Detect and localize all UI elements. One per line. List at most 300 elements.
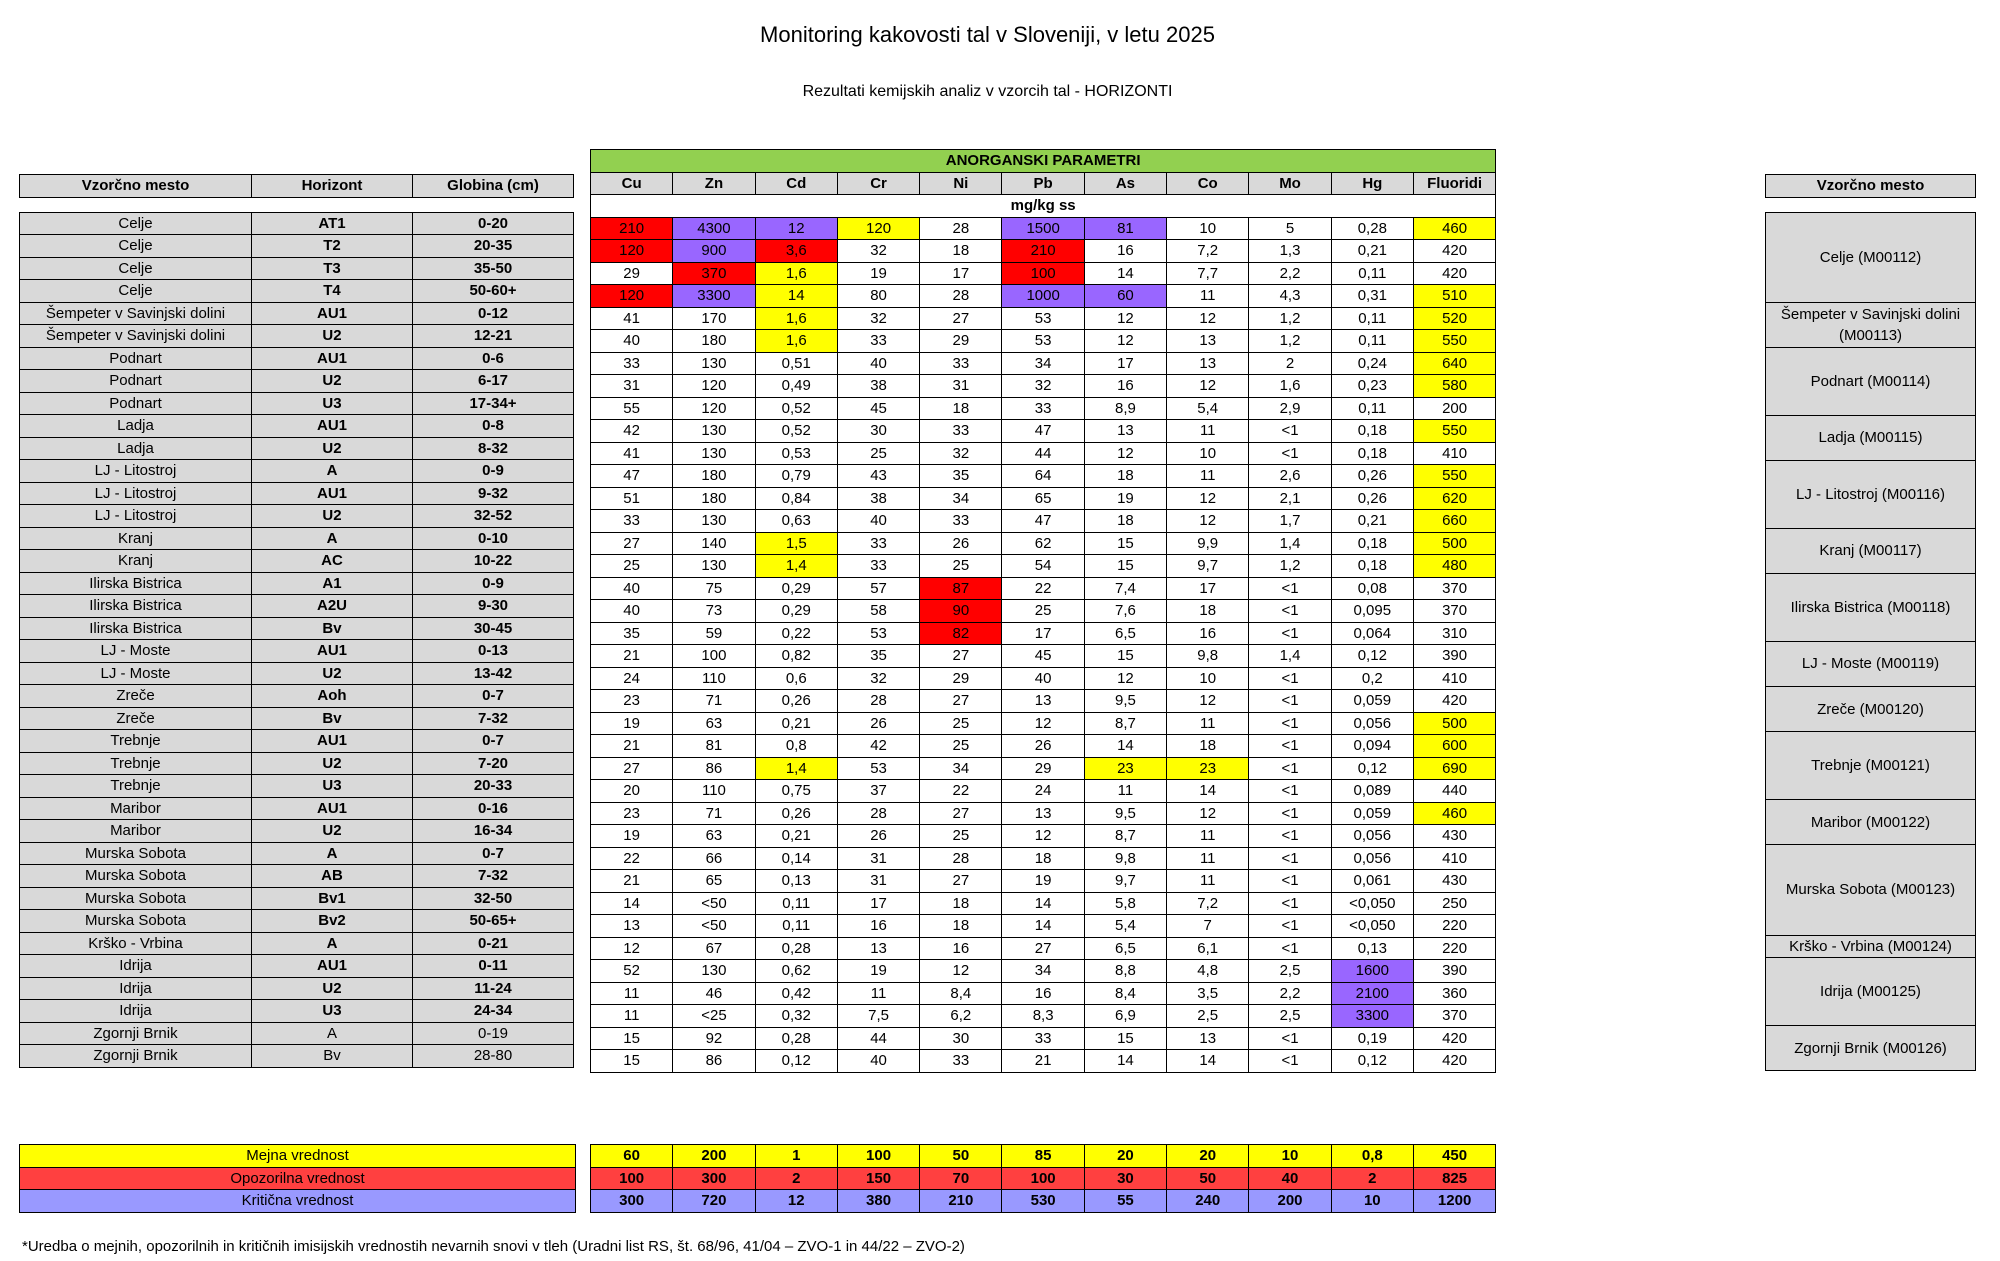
table-row bbox=[20, 775, 574, 798]
header-horizon: Horizont bbox=[252, 175, 413, 198]
site-name: Idrija bbox=[20, 977, 252, 1000]
value-cell: 900 bbox=[673, 240, 755, 263]
value-cell: 390 bbox=[1413, 960, 1495, 983]
value-cell: 67 bbox=[673, 937, 755, 960]
site-code: Krško - Vrbina (M00124) bbox=[1766, 935, 1976, 958]
value-cell: 5,4 bbox=[1167, 397, 1249, 420]
value-cell: 23 bbox=[1167, 757, 1249, 780]
value-cell: 620 bbox=[1413, 487, 1495, 510]
site-name: LJ - Litostroj bbox=[20, 482, 252, 505]
value-cell: 0,26 bbox=[755, 802, 837, 825]
value-cell: 14 bbox=[1167, 1050, 1249, 1073]
site-name: LJ - Moste bbox=[20, 662, 252, 685]
parameter-table bbox=[590, 149, 1496, 1073]
value-cell: 210 bbox=[1002, 240, 1084, 263]
legend-value: 100 bbox=[591, 1167, 673, 1190]
value-cell: 14 bbox=[1002, 915, 1084, 938]
value-cell: 660 bbox=[1413, 510, 1495, 533]
horizon: U2 bbox=[252, 977, 413, 1000]
site-name: Trebnje bbox=[20, 752, 252, 775]
value-cell: 140 bbox=[673, 532, 755, 555]
value-cell: 0,059 bbox=[1331, 690, 1413, 713]
legend-value: 530 bbox=[1002, 1190, 1084, 1213]
value-cell: 6,5 bbox=[1084, 937, 1166, 960]
site-code: Podnart (M00114) bbox=[1766, 348, 1976, 416]
horizon: AU1 bbox=[252, 640, 413, 663]
value-cell: 26 bbox=[1002, 735, 1084, 758]
value-cell: <1 bbox=[1249, 915, 1331, 938]
table-row bbox=[20, 820, 574, 843]
value-cell: 550 bbox=[1413, 330, 1495, 353]
value-cell: 8,7 bbox=[1084, 712, 1166, 735]
table-row bbox=[591, 780, 1496, 803]
horizon: AU1 bbox=[252, 730, 413, 753]
value-cell: 0,056 bbox=[1331, 825, 1413, 848]
value-cell: <1 bbox=[1249, 825, 1331, 848]
site-name: Krško - Vrbina bbox=[20, 932, 252, 955]
value-cell: 0,094 bbox=[1331, 735, 1413, 758]
depth: 0-20 bbox=[413, 212, 574, 235]
value-cell: 12 bbox=[1167, 307, 1249, 330]
value-cell: 15 bbox=[1084, 1027, 1166, 1050]
value-cell: 15 bbox=[1084, 645, 1166, 668]
horizon: A bbox=[252, 460, 413, 483]
horizon: A bbox=[252, 842, 413, 865]
legend-value: 2 bbox=[755, 1167, 837, 1190]
value-cell: 21 bbox=[591, 735, 673, 758]
value-cell: 47 bbox=[1002, 420, 1084, 443]
value-cell: 130 bbox=[673, 352, 755, 375]
value-cell: 66 bbox=[673, 847, 755, 870]
site-code-row bbox=[1766, 1025, 1976, 1070]
value-cell: 8,4 bbox=[1084, 982, 1166, 1005]
value-cell: 28 bbox=[920, 285, 1002, 308]
site-name: Celje bbox=[20, 212, 252, 235]
value-cell: 12 bbox=[591, 937, 673, 960]
site-name: Podnart bbox=[20, 347, 252, 370]
legend-value: 210 bbox=[920, 1190, 1002, 1213]
value-cell: 19 bbox=[837, 960, 919, 983]
value-cell: 7,2 bbox=[1167, 240, 1249, 263]
legend-value: 100 bbox=[837, 1145, 919, 1168]
value-cell: 410 bbox=[1413, 442, 1495, 465]
table-row bbox=[591, 510, 1496, 533]
site-code-row bbox=[1766, 935, 1976, 958]
value-cell: 12 bbox=[1084, 330, 1166, 353]
value-cell: 9,8 bbox=[1084, 847, 1166, 870]
value-cell: 0,061 bbox=[1331, 870, 1413, 893]
horizon: U2 bbox=[252, 505, 413, 528]
table-row bbox=[591, 375, 1496, 398]
site-code: Zreče (M00120) bbox=[1766, 687, 1976, 732]
value-cell: 1,6 bbox=[755, 330, 837, 353]
value-cell: 41 bbox=[591, 442, 673, 465]
value-cell: 33 bbox=[920, 1050, 1002, 1073]
value-cell: 1500 bbox=[1002, 217, 1084, 240]
value-cell: 11 bbox=[837, 982, 919, 1005]
value-cell: 33 bbox=[920, 352, 1002, 375]
table-row bbox=[20, 212, 574, 235]
table-row bbox=[591, 240, 1496, 263]
table-row bbox=[591, 870, 1496, 893]
value-cell: 3,6 bbox=[755, 240, 837, 263]
horizon: U2 bbox=[252, 752, 413, 775]
value-cell: 12 bbox=[920, 960, 1002, 983]
table-row bbox=[20, 910, 574, 933]
table-row bbox=[20, 460, 574, 483]
horizon: A1 bbox=[252, 572, 413, 595]
value-cell: 1,2 bbox=[1249, 330, 1331, 353]
legend-row bbox=[20, 1190, 576, 1213]
value-cell: 10 bbox=[1167, 442, 1249, 465]
site-code: Idrija (M00125) bbox=[1766, 958, 1976, 1026]
value-cell: <25 bbox=[673, 1005, 755, 1028]
legend-value: 300 bbox=[673, 1167, 755, 1190]
site-name: Murska Sobota bbox=[20, 865, 252, 888]
value-cell: 1,4 bbox=[755, 757, 837, 780]
value-cell: 220 bbox=[1413, 937, 1495, 960]
value-cell: <1 bbox=[1249, 1027, 1331, 1050]
value-cell: 28 bbox=[837, 690, 919, 713]
depth: 0-7 bbox=[413, 730, 574, 753]
value-cell: 370 bbox=[1413, 1005, 1495, 1028]
value-cell: 23 bbox=[591, 802, 673, 825]
value-cell: 73 bbox=[673, 600, 755, 623]
value-cell: 53 bbox=[837, 622, 919, 645]
depth: 0-16 bbox=[413, 797, 574, 820]
value-cell: 22 bbox=[920, 780, 1002, 803]
table-row bbox=[20, 437, 574, 460]
value-cell: 27 bbox=[920, 307, 1002, 330]
value-cell: 3,5 bbox=[1167, 982, 1249, 1005]
value-cell: 33 bbox=[837, 330, 919, 353]
value-cell: 4300 bbox=[673, 217, 755, 240]
table-row bbox=[20, 482, 574, 505]
depth: 0-21 bbox=[413, 932, 574, 955]
table-row bbox=[20, 887, 574, 910]
value-cell: 2,5 bbox=[1249, 1005, 1331, 1028]
group-header: ANORGANSKI PARAMETRI bbox=[591, 150, 1496, 173]
value-cell: 43 bbox=[837, 465, 919, 488]
horizon: T4 bbox=[252, 280, 413, 303]
value-cell: <1 bbox=[1249, 577, 1331, 600]
value-cell: 520 bbox=[1413, 307, 1495, 330]
value-cell: 11 bbox=[591, 982, 673, 1005]
value-cell: 81 bbox=[673, 735, 755, 758]
value-cell: 1,5 bbox=[755, 532, 837, 555]
value-cell: 9,7 bbox=[1084, 870, 1166, 893]
value-cell: 19 bbox=[1084, 487, 1166, 510]
value-cell: 9,8 bbox=[1167, 645, 1249, 668]
param-header: Zn bbox=[673, 172, 755, 195]
table-row bbox=[591, 825, 1496, 848]
site-name: Ilirska Bistrica bbox=[20, 572, 252, 595]
depth: 12-21 bbox=[413, 325, 574, 348]
legend-value: 0,8 bbox=[1331, 1145, 1413, 1168]
value-cell: 40 bbox=[837, 510, 919, 533]
value-cell: 40 bbox=[591, 600, 673, 623]
value-cell: 27 bbox=[920, 690, 1002, 713]
site-info-table bbox=[19, 174, 574, 1068]
value-cell: 0,53 bbox=[755, 442, 837, 465]
param-header-row bbox=[591, 172, 1496, 195]
depth: 0-12 bbox=[413, 302, 574, 325]
value-cell: 0,13 bbox=[1331, 937, 1413, 960]
table-row bbox=[20, 325, 574, 348]
value-cell: 2,9 bbox=[1249, 397, 1331, 420]
value-cell: 0,28 bbox=[1331, 217, 1413, 240]
table-row bbox=[591, 667, 1496, 690]
value-cell: 0,2 bbox=[1331, 667, 1413, 690]
site-name: Trebnje bbox=[20, 775, 252, 798]
value-cell: 28 bbox=[920, 847, 1002, 870]
depth: 0-19 bbox=[413, 1022, 574, 1045]
value-cell: 640 bbox=[1413, 352, 1495, 375]
site-name: Trebnje bbox=[20, 730, 252, 753]
value-cell: 33 bbox=[837, 532, 919, 555]
value-cell: 27 bbox=[920, 870, 1002, 893]
value-cell: 420 bbox=[1413, 1027, 1495, 1050]
value-cell: 0,11 bbox=[755, 892, 837, 915]
value-cell: 11 bbox=[1167, 285, 1249, 308]
value-cell: 0,064 bbox=[1331, 622, 1413, 645]
value-cell: 0,28 bbox=[755, 1027, 837, 1050]
legend-value: 30 bbox=[1084, 1167, 1166, 1190]
value-cell: 90 bbox=[920, 600, 1002, 623]
value-cell: 4,3 bbox=[1249, 285, 1331, 308]
site-name: Ilirska Bistrica bbox=[20, 595, 252, 618]
value-cell: 7,2 bbox=[1167, 892, 1249, 915]
value-cell: 16 bbox=[837, 915, 919, 938]
value-cell: 33 bbox=[837, 555, 919, 578]
legend-label: Opozorilna vrednost bbox=[20, 1167, 576, 1190]
value-cell: 11 bbox=[1167, 420, 1249, 443]
value-cell: 40 bbox=[591, 577, 673, 600]
value-cell: 35 bbox=[591, 622, 673, 645]
depth: 32-52 bbox=[413, 505, 574, 528]
table-row bbox=[591, 757, 1496, 780]
horizon: A bbox=[252, 527, 413, 550]
table-row bbox=[591, 937, 1496, 960]
value-cell: 24 bbox=[591, 667, 673, 690]
value-cell: 0,11 bbox=[1331, 397, 1413, 420]
horizon: U2 bbox=[252, 370, 413, 393]
value-cell: 2100 bbox=[1331, 982, 1413, 1005]
value-cell: 18 bbox=[920, 397, 1002, 420]
site-name: LJ - Litostroj bbox=[20, 505, 252, 528]
legend-value: 380 bbox=[837, 1190, 919, 1213]
value-cell: 0,29 bbox=[755, 577, 837, 600]
spacer-row bbox=[1766, 197, 1976, 212]
value-cell: 40 bbox=[837, 352, 919, 375]
value-cell: 28 bbox=[837, 802, 919, 825]
table-row bbox=[591, 262, 1496, 285]
value-cell: 8,9 bbox=[1084, 397, 1166, 420]
value-cell: <1 bbox=[1249, 892, 1331, 915]
value-cell: 4,8 bbox=[1167, 960, 1249, 983]
value-cell: 57 bbox=[837, 577, 919, 600]
value-cell: 120 bbox=[591, 240, 673, 263]
value-cell: 460 bbox=[1413, 802, 1495, 825]
table-row bbox=[20, 415, 574, 438]
site-name: Celje bbox=[20, 257, 252, 280]
horizon: Bv bbox=[252, 617, 413, 640]
legend-labels bbox=[19, 1144, 576, 1213]
legend-value: 825 bbox=[1413, 1167, 1495, 1190]
value-cell: 16 bbox=[920, 937, 1002, 960]
site-code-row bbox=[1766, 528, 1976, 573]
value-cell: 2,2 bbox=[1249, 262, 1331, 285]
value-cell: 120 bbox=[673, 375, 755, 398]
horizon: Bv bbox=[252, 1045, 413, 1068]
legend-value: 60 bbox=[591, 1145, 673, 1168]
table-row bbox=[20, 572, 574, 595]
site-name: Maribor bbox=[20, 797, 252, 820]
value-cell: 1,2 bbox=[1249, 555, 1331, 578]
value-cell: 0,19 bbox=[1331, 1027, 1413, 1050]
value-cell: 27 bbox=[1002, 937, 1084, 960]
horizon: U3 bbox=[252, 775, 413, 798]
value-cell: 11 bbox=[1167, 825, 1249, 848]
table-row bbox=[20, 752, 574, 775]
site-code: LJ - Litostroj (M00116) bbox=[1766, 461, 1976, 529]
value-cell: 17 bbox=[1084, 352, 1166, 375]
value-cell: 14 bbox=[591, 892, 673, 915]
value-cell: 0,21 bbox=[1331, 510, 1413, 533]
legend-row bbox=[20, 1145, 576, 1168]
value-cell: 18 bbox=[1084, 465, 1166, 488]
value-cell: 370 bbox=[673, 262, 755, 285]
value-cell: 0,24 bbox=[1331, 352, 1413, 375]
depth: 50-60+ bbox=[413, 280, 574, 303]
table-row bbox=[20, 842, 574, 865]
value-cell: 45 bbox=[837, 397, 919, 420]
value-cell: 12 bbox=[1167, 510, 1249, 533]
site-code: Zgornji Brnik (M00126) bbox=[1766, 1025, 1976, 1070]
value-cell: 1,2 bbox=[1249, 307, 1331, 330]
site-code-row bbox=[1766, 574, 1976, 642]
value-cell: 0,11 bbox=[1331, 307, 1413, 330]
value-cell: 1,6 bbox=[755, 262, 837, 285]
table-row bbox=[20, 505, 574, 528]
spacer bbox=[1766, 197, 1976, 212]
header-depth: Globina (cm) bbox=[413, 175, 574, 198]
param-header: Cu bbox=[591, 172, 673, 195]
site-code: Šempeter v Savinjski dolini (M00113) bbox=[1766, 302, 1976, 347]
table-row bbox=[20, 392, 574, 415]
value-cell: 8,8 bbox=[1084, 960, 1166, 983]
value-cell: 53 bbox=[837, 757, 919, 780]
value-cell: 0,52 bbox=[755, 397, 837, 420]
value-cell: 2 bbox=[1249, 352, 1331, 375]
value-cell: 21 bbox=[591, 870, 673, 893]
site-code: Celje (M00112) bbox=[1766, 212, 1976, 302]
value-cell: 75 bbox=[673, 577, 755, 600]
value-cell: 2,6 bbox=[1249, 465, 1331, 488]
site-code-row bbox=[1766, 348, 1976, 416]
value-cell: <1 bbox=[1249, 802, 1331, 825]
value-cell: 170 bbox=[673, 307, 755, 330]
value-cell: 12 bbox=[1002, 712, 1084, 735]
site-code-row bbox=[1766, 302, 1976, 347]
value-cell: 86 bbox=[673, 1050, 755, 1073]
value-cell: 8,3 bbox=[1002, 1005, 1084, 1028]
depth: 7-32 bbox=[413, 865, 574, 888]
value-cell: 200 bbox=[1413, 397, 1495, 420]
table-row bbox=[20, 977, 574, 1000]
site-name: Murska Sobota bbox=[20, 887, 252, 910]
table-row bbox=[591, 465, 1496, 488]
value-cell: 52 bbox=[591, 960, 673, 983]
value-cell: 18 bbox=[1167, 735, 1249, 758]
value-cell: 550 bbox=[1413, 420, 1495, 443]
table-row bbox=[591, 577, 1496, 600]
param-header: Cd bbox=[755, 172, 837, 195]
value-cell: 0,095 bbox=[1331, 600, 1413, 623]
site-name: Murska Sobota bbox=[20, 842, 252, 865]
value-cell: <1 bbox=[1249, 937, 1331, 960]
value-cell: 42 bbox=[591, 420, 673, 443]
value-cell: 420 bbox=[1413, 1050, 1495, 1073]
value-cell: 12 bbox=[1002, 825, 1084, 848]
site-name: Maribor bbox=[20, 820, 252, 843]
header-site-code: Vzorčno mesto bbox=[1766, 175, 1976, 198]
depth: 8-32 bbox=[413, 437, 574, 460]
table-row bbox=[591, 712, 1496, 735]
table-row bbox=[591, 915, 1496, 938]
value-cell: 37 bbox=[837, 780, 919, 803]
value-cell: 410 bbox=[1413, 667, 1495, 690]
value-cell: <1 bbox=[1249, 780, 1331, 803]
value-cell: 44 bbox=[1002, 442, 1084, 465]
value-cell: 18 bbox=[1084, 510, 1166, 533]
value-cell: 0,8 bbox=[755, 735, 837, 758]
value-cell: 3300 bbox=[1331, 1005, 1413, 1028]
value-cell: 53 bbox=[1002, 307, 1084, 330]
value-cell: 0,056 bbox=[1331, 712, 1413, 735]
table-row bbox=[20, 730, 574, 753]
value-cell: 16 bbox=[1084, 375, 1166, 398]
depth: 30-45 bbox=[413, 617, 574, 640]
value-cell: 130 bbox=[673, 960, 755, 983]
site-name: LJ - Litostroj bbox=[20, 460, 252, 483]
value-cell: 5 bbox=[1249, 217, 1331, 240]
value-cell: 17 bbox=[1002, 622, 1084, 645]
value-cell: 0,31 bbox=[1331, 285, 1413, 308]
value-cell: 690 bbox=[1413, 757, 1495, 780]
unit-row bbox=[591, 195, 1496, 218]
site-name: Zreče bbox=[20, 685, 252, 708]
value-cell: 20 bbox=[591, 780, 673, 803]
legend-value: 300 bbox=[591, 1190, 673, 1213]
value-cell: 29 bbox=[1002, 757, 1084, 780]
value-cell: 17 bbox=[1167, 577, 1249, 600]
value-cell: <1 bbox=[1249, 667, 1331, 690]
table-row bbox=[20, 685, 574, 708]
site-code: Ilirska Bistrica (M00118) bbox=[1766, 574, 1976, 642]
value-cell: 0,12 bbox=[1331, 757, 1413, 780]
table-row bbox=[20, 257, 574, 280]
value-cell: 33 bbox=[920, 510, 1002, 533]
legend-value: 720 bbox=[673, 1190, 755, 1213]
depth: 32-50 bbox=[413, 887, 574, 910]
value-cell: 18 bbox=[920, 892, 1002, 915]
value-cell: 17 bbox=[920, 262, 1002, 285]
value-cell: 21 bbox=[591, 645, 673, 668]
value-cell: 25 bbox=[837, 442, 919, 465]
value-cell: 0,26 bbox=[755, 690, 837, 713]
value-cell: 27 bbox=[920, 802, 1002, 825]
